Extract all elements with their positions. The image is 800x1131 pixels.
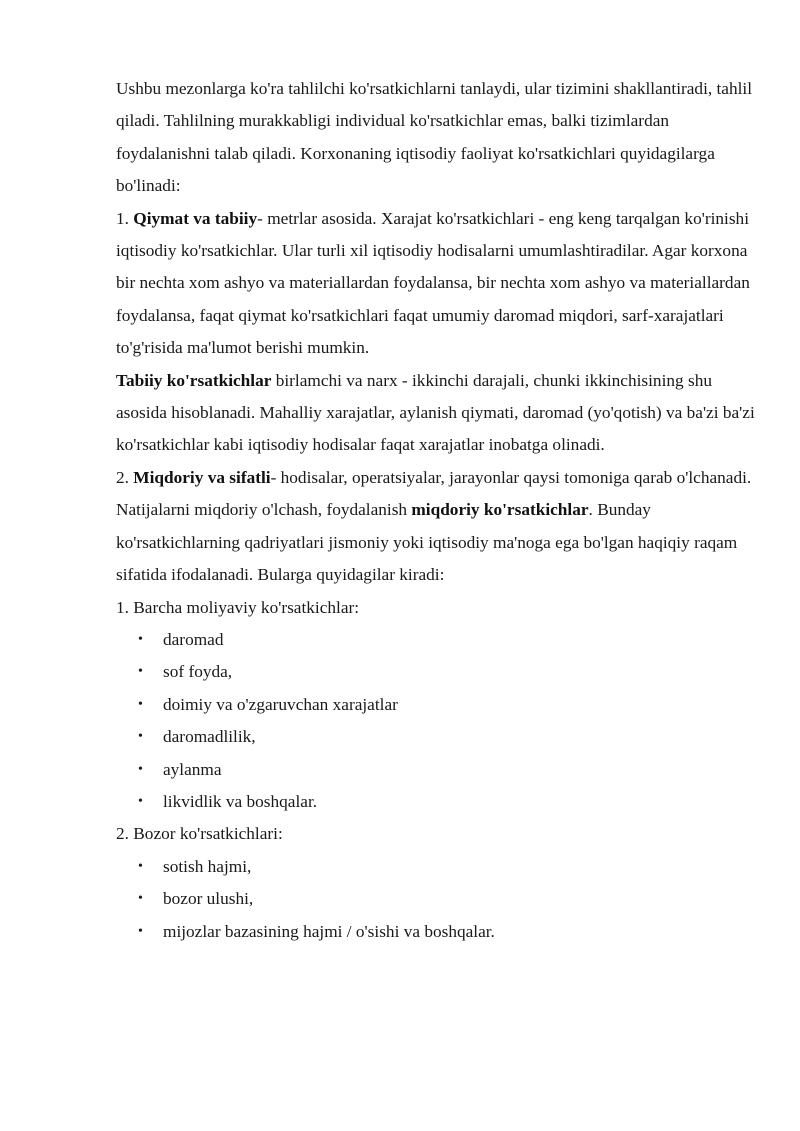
bullet-icon: • [138, 664, 143, 680]
section-1-number: 1. [116, 208, 134, 228]
document-page [116, 73, 756, 948]
market-list-heading: 2. Bozor ko'rsatkichlari: [116, 824, 283, 844]
natural-indicators-paragraph [116, 365, 756, 462]
financial-list [116, 624, 756, 818]
list-item: • doimiy va o'zgaruvchan xarajatlar [116, 689, 756, 721]
section-1-paragraph [116, 203, 756, 365]
market-list [116, 851, 756, 948]
section-1-text: - metrlar asosida. Xarajat ko'rsatkichlari - eng keng tarqalgan ko'rinishi iqtisodiy ko'rsatkichlar. Ular turli xil iqtisodiy hodisalarni umumlashtiradilar. Agar korxona bir nechta xom ashyo va materiallardan foydalansa, bir nechta xom ashyo va materiallardan foydalansa, faqat qiymat ko'rsatkichlari faqat umumiy daromad miqdori, sarf-xarajatlari to'g'risida ma'lumot berishi mumkin. [116, 208, 750, 358]
list-item: • aylanma [116, 754, 756, 786]
section-2-text: - hodisalar, operatsiyalar, jarayonlar qaysi tomoniga qarab o'lchanadi. Natijalarni miqdoriy o'lchash, foydalanish [116, 467, 752, 520]
section-2-term-2: miqdoriy ko'rsatkichlar [411, 500, 589, 520]
bullet-icon: • [138, 891, 143, 907]
list-item: • likvidlik va boshqalar. [116, 786, 756, 818]
list-item: • daromad [116, 624, 756, 656]
list-item: • sotish hajmi, [116, 851, 756, 883]
section-1-term: Qiymat va tabiiy [133, 208, 258, 228]
section-2-term: Miqdoriy va sifatli [133, 467, 271, 487]
bullet-icon: • [138, 631, 143, 647]
list-item: • mijozlar bazasining hajmi / o'sishi va boshqalar. [116, 916, 756, 948]
section-2-paragraph [116, 462, 756, 592]
natural-indicators-text: birlamchi va narx - ikkinchi darajali, chunki ikkinchisining shu asosida hisoblanadi. Mahalliy xarajatlar, aylanish qiymati, daromad (yo'qotish) va ba'zi ba'zi ko'rsatkichlar kabi iqtisodiy hodisalar faqat xarajatlar inobatga olinadi. [116, 370, 755, 455]
bullet-icon: • [138, 793, 143, 809]
section-2-number: 2. [116, 467, 134, 487]
bullet-icon: • [138, 696, 143, 712]
natural-indicators-term: Tabiiy ko'rsatkichlar [116, 370, 272, 390]
bullet-icon: • [138, 729, 143, 745]
list-item: • daromadlilik, [116, 721, 756, 753]
list-item: • bozor ulushi, [116, 883, 756, 915]
bullet-icon: • [138, 858, 143, 874]
intro-paragraph: Ushbu mezonlarga ko'ra tahlilchi ko'rsatkichlarni tanlaydi, ular tizimini shakllantiradi, tahlil qiladi. Tahlilning murakkabligi individual ko'rsatkichlar emas, balki tizimlardan foydalanishni talab qiladi. Korxonaning iqtisodiy faoliyat ko'rsatkichlari quyidagilarga bo'linadi: [116, 79, 753, 196]
bullet-icon: • [138, 923, 143, 939]
financial-list-heading: 1. Barcha moliyaviy ko'rsatkichlar: [116, 597, 360, 617]
bullet-icon: • [138, 761, 143, 777]
section-2-text-2: . Bunday ko'rsatkichlarning qadriyatlari jismoniy yoki iqtisodiy ma'noga ega bo'lgan haqiqiy raqam sifatida ifodalanadi. Bularga quyidagilar kiradi: [116, 500, 738, 585]
list-item: • sof foyda, [116, 656, 756, 688]
